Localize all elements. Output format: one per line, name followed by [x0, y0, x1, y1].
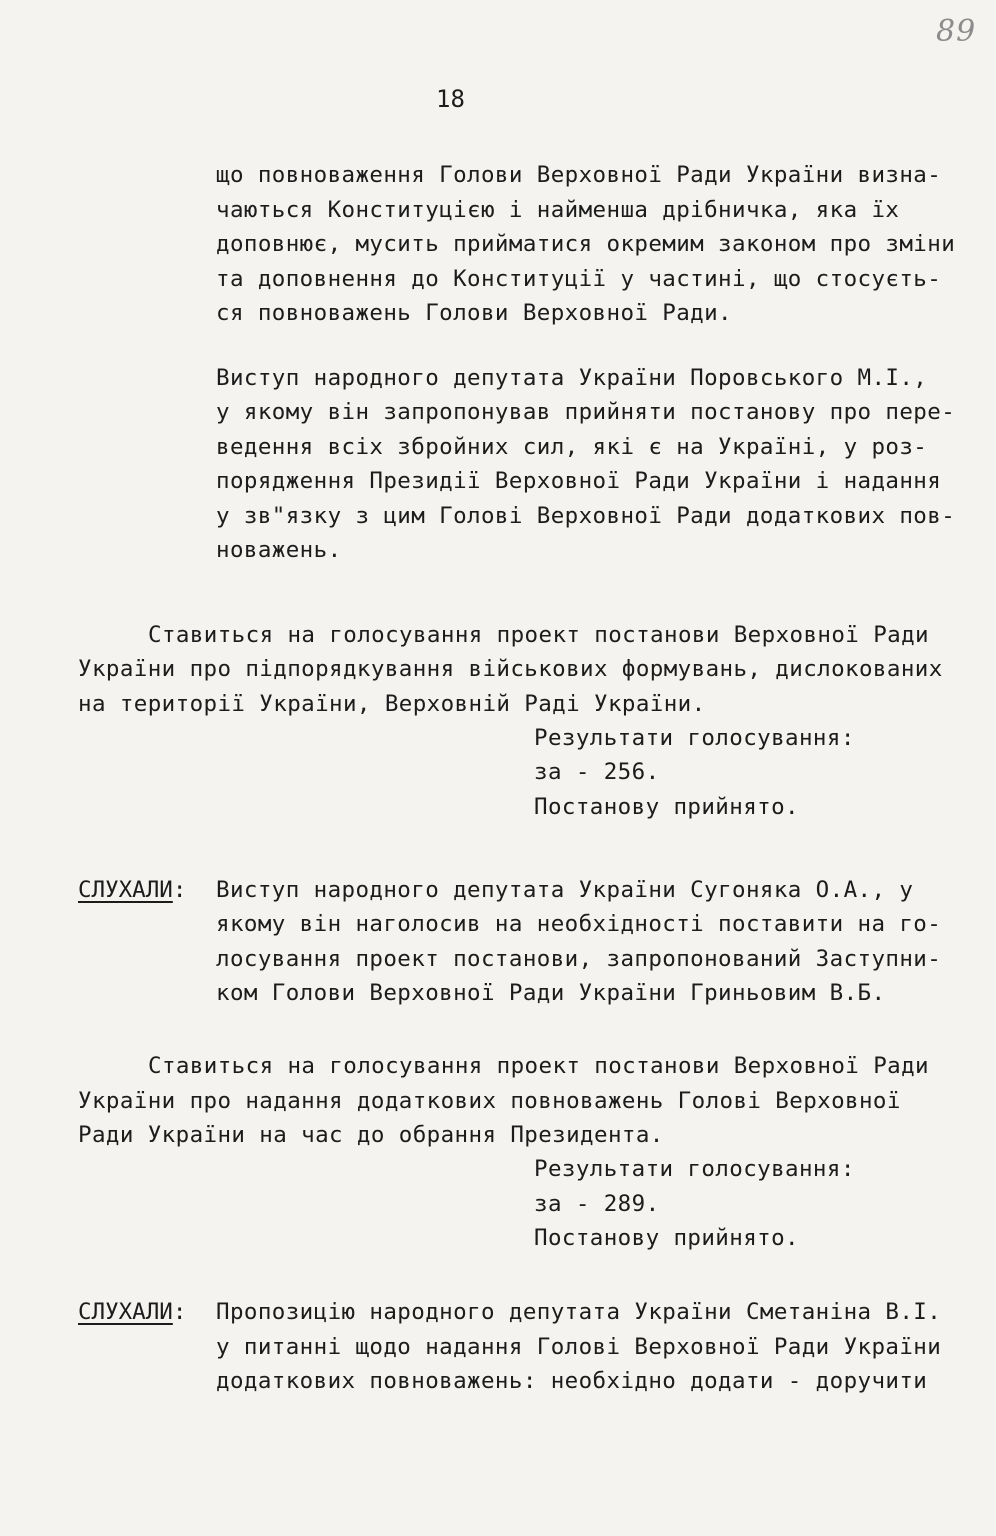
- text-line: лосування проект постанови, запропонований Заступни-: [216, 946, 942, 972]
- text-line: Виступ народного депутата України Сугоняка О.А., у: [216, 877, 914, 903]
- vote-count: за - 256.: [534, 759, 660, 785]
- heard-label: СЛУХАЛИ:: [78, 1299, 187, 1325]
- heard-label: СЛУХАЛИ:: [78, 877, 187, 903]
- text-line: Пропозицію народного депутата України Сметаніна В.І.: [216, 1299, 942, 1325]
- vote-count: за - 289.: [534, 1191, 660, 1217]
- text-line: ведення всіх збройних сил, які є на Україні, у роз-: [216, 434, 928, 460]
- text-line: та доповнення до Конституції у частині, що стосуєть-: [216, 266, 942, 292]
- text-line: якому він наголосив на необхідності поставити на го-: [216, 911, 942, 937]
- text-line: України про надання додаткових повноважень Голові Верховної: [78, 1088, 901, 1114]
- vote-results-label: Результати голосування:: [534, 725, 855, 751]
- text-line: ся повноважень Голови Верховної Ради.: [216, 300, 733, 326]
- text-line: Ставиться на голосування проект постанови Верховної Ради: [148, 1053, 929, 1079]
- text-line: новажень.: [216, 537, 342, 563]
- text-line: у питанні щодо надання Голові Верховної Ради України: [216, 1334, 942, 1360]
- text-line: Ставиться на голосування проект постанови Верховної Ради: [148, 622, 929, 648]
- text-line: що повноваження Голови Верховної Ради України визна-: [216, 162, 942, 188]
- page-number: 18: [436, 85, 465, 113]
- text-line: чаються Конституцією і найменша дрібничка, яка їх: [216, 197, 900, 223]
- vote-outcome: Постанову прийнято.: [534, 1225, 799, 1251]
- text-line: на території України, Верховній Раді України.: [78, 691, 706, 717]
- text-line: Виступ народного депутата України Поровського М.І.,: [216, 365, 928, 391]
- text-line: ком Голови Верховної Ради України Гриньовим В.Б.: [216, 980, 886, 1006]
- text-line: порядження Президії Верховної Ради України і надання: [216, 468, 942, 494]
- text-line: у якому він запропонував прийняти постанову про пере-: [216, 399, 956, 425]
- archive-sheet-number: 89: [936, 14, 977, 49]
- text-line: додаткових повноважень: необхідно додати - доручити: [216, 1368, 928, 1394]
- text-line: Ради України на час до обрання Президента.: [78, 1122, 664, 1148]
- text-line: України про підпорядкування військових формувань, дислокованих: [78, 656, 943, 682]
- vote-results-label: Результати голосування:: [534, 1156, 855, 1182]
- text-line: у зв"язку з цим Голові Верховної Ради додаткових пов-: [216, 503, 956, 529]
- text-line: доповнює, мусить прийматися окремим законом про зміни: [216, 231, 956, 257]
- vote-outcome: Постанову прийнято.: [534, 794, 799, 820]
